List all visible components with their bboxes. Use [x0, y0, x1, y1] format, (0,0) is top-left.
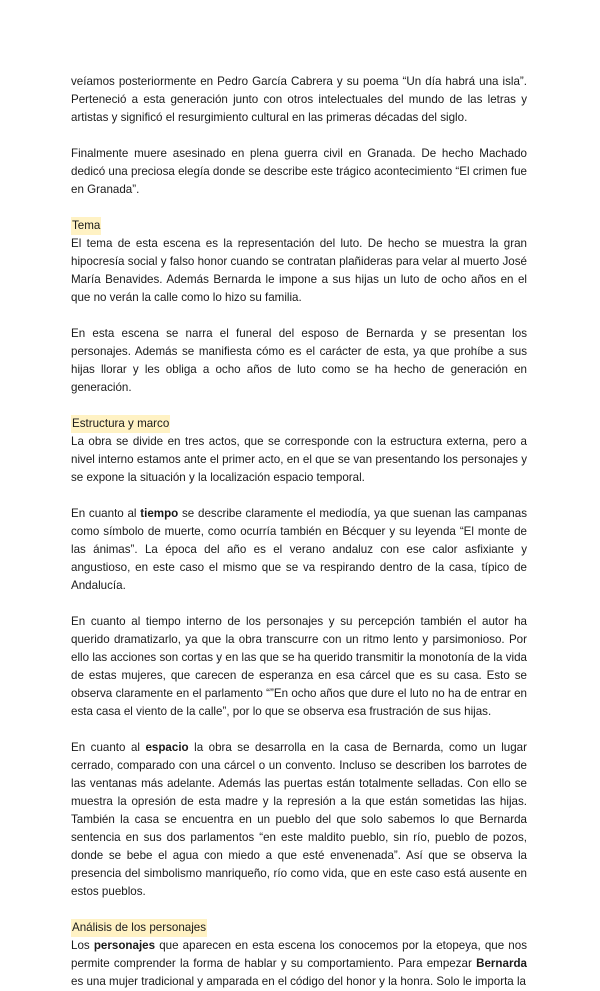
- paragraph-spacer: [71, 595, 527, 613]
- heading-estructura: Estructura y marco: [71, 415, 170, 433]
- paragraph-spacer: [71, 127, 527, 145]
- section-heading-estructura: [71, 415, 527, 433]
- paragraph-spacer: [71, 307, 527, 325]
- paragraph-personajes: [71, 937, 527, 991]
- paragraph-muerte: Finalmente muere asesinado en plena guerra civil en Granada. De hecho Machado dedicó una preciosa elegía donde se describe este trágico acontecimiento “El crimen fue en Granada”.: [71, 147, 527, 196]
- paragraph-tiempo-interno: En cuanto al tiempo interno de los personajes y su percepción también el autor ha querido dramatizarlo, ya que la obra transcurre con un ritmo lento y parsimonioso. Por ello las acciones son cortas y en las que se ha querido transmitir la monotonía de la vida de estas mujeres, que carecen de esperanza en esa cárcel que es su casa. Esto se observa claramente en el parlamento “”En ocho años que dure el luto no ha de entrar en esta casa el viento de la calle”, por lo que se observa esa frustración de sus hijas.: [71, 615, 527, 718]
- paragraph-funeral: En esta escena se narra el funeral del esposo de Bernarda y se presentan los personajes. Además se manifiesta cómo es el carácter de esta, ya que prohíbe a sus hijas llorar y les obliga a ocho años de luto como se ha hecho de generación en generación.: [71, 327, 527, 394]
- bold-term-tiempo: tiempo: [140, 507, 179, 520]
- section-heading-tema: [71, 217, 527, 235]
- text-run: es una mujer tradicional y amparada en el código del honor y la honra. Solo le importa la: [71, 975, 526, 988]
- paragraph-tiempo: [71, 505, 527, 595]
- paragraph-spacer: [71, 721, 527, 739]
- bold-term-personajes: personajes: [93, 939, 156, 952]
- heading-tema: Tema: [71, 217, 101, 235]
- heading-analisis: Análisis de los personajes: [71, 919, 207, 937]
- section-heading-analisis: [71, 919, 527, 937]
- paragraph-spacer: [71, 397, 527, 415]
- text-run: que aparecen en esta escena los conocemos por la etopeya, que nos permite comprender la forma de hablar y su comportamiento. Para empezar: [71, 939, 527, 970]
- bold-term-espacio: espacio: [145, 741, 189, 754]
- paragraph-generacion: veíamos posteriormente en Pedro García Cabrera y su poema “Un día habrá una isla”. Perteneció a esta generación junto con otros intelectuales del mundo de las letras y artistas y significó el resurgimiento cultural en las primeras décadas del siglo.: [71, 75, 527, 124]
- text-run: Los: [71, 939, 94, 952]
- paragraph-tema-luto: El tema de esta escena es la representación del luto. De hecho se muestra la gran hipocresía social y falso honor cuando se contratan plañideras para velar al muerto José María Benavides. Además Bernarda le impone a sus hijas un luto de ocho años en el que no verán la calle como lo hizo su familia.: [71, 237, 527, 304]
- bold-term-bernarda: Bernarda: [476, 957, 527, 970]
- paragraph-actos: La obra se divide en tres actos, que se corresponde con la estructura externa, pero a nivel interno estamos ante el primer acto, en el que se van presentando los personajes y se expone la situación y la localización espacio temporal.: [71, 435, 527, 484]
- paragraph-spacer: [71, 199, 527, 217]
- text-run: En cuanto al: [71, 741, 146, 754]
- text-run: se describe claramente el mediodía, ya que suenan las campanas como símbolo de muerte, como ocurría también en Bécquer y su leyenda “El monte de las ánimas”. La época del año es el verano andaluz con ese calor asfixiante y angustioso, en este caso el mismo que se va respirando dentro de la casa, típico de Andalucía.: [71, 507, 527, 592]
- paragraph-spacer: [71, 487, 527, 505]
- paragraph-espacio: [71, 739, 527, 901]
- document-body: [71, 73, 527, 991]
- paragraph-spacer: [71, 901, 527, 919]
- text-run: En cuanto al: [71, 507, 141, 520]
- text-run: la obra se desarrolla en la casa de Bernarda, como un lugar cerrado, comparado con una cárcel o un convento. Incluso se describen los barrotes de las ventanas más adelante. Además las puertas están totalmente selladas. Con ello se muestra la opresión de esta madre y la represión a la que están sometidas las hijas. También la casa se encuentra en un pueblo del que solo sabemos lo que Bernarda sentencia en sus dos parlamentos “en este maldito pueblo, sin río, pueblo de pozos, donde se bebe el agua con miedo a que esté envenenada”. Así que se observa la presencia del simbolismo manriqueño, río como vida, que en este caso está ausente en estos pueblos.: [71, 741, 527, 898]
